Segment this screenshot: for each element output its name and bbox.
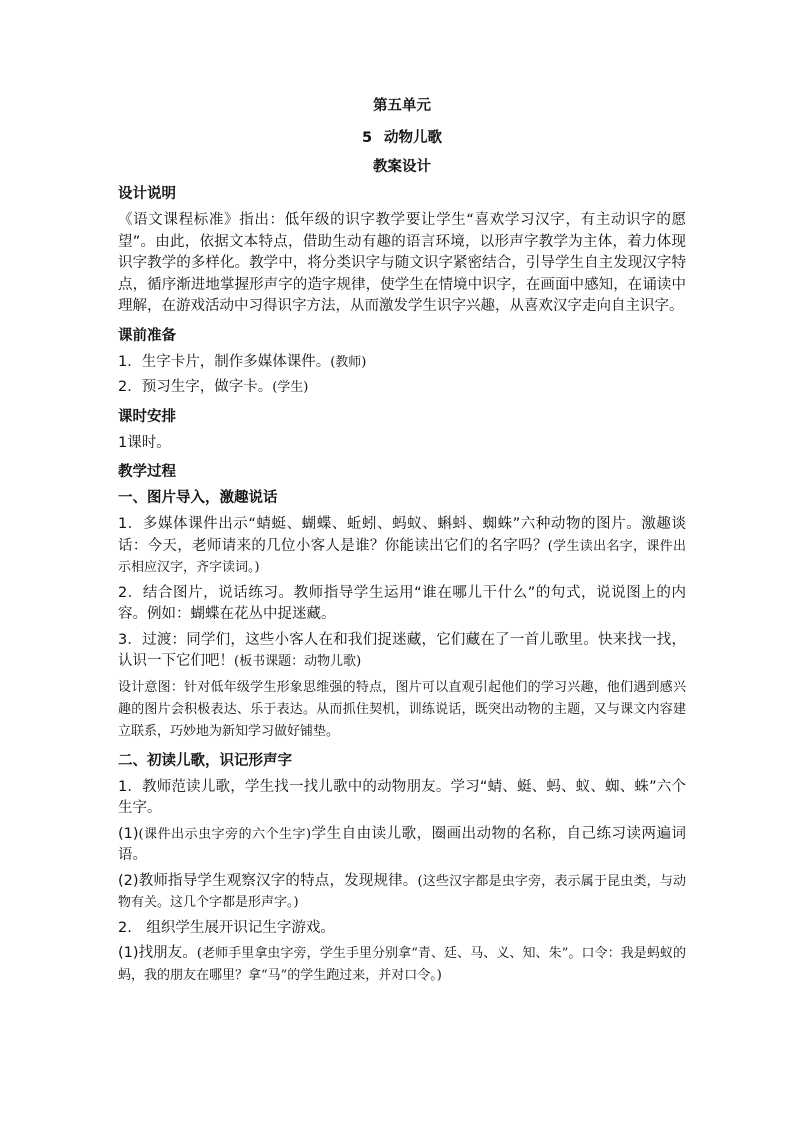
process-heading: 教学过程 [118,464,176,480]
document-page [118,92,686,986]
prep-item-1 [118,352,686,374]
part1-p1-text: 1．多媒体课件出示“蜻蜓、蝴蝶、蚯蚓、蚂蚁、蝌蚪、蜘蛛”六种动物的图片。激趣谈话：今天，老师请来的几位小客人是谁？你能读出它们的名字吗？ [118,516,686,554]
prep-item-2-note: (学生) [272,380,309,395]
part2-p1a-text: 学生自由读儿歌，圈画出动物的名称，自己练习读两遍词语。 [118,825,686,863]
lesson-title [118,126,686,150]
part1-p3-text: 3．过渡：同学们，这些小客人在和我们捉迷藏，它们藏在了一首儿歌里。快来找一找，认识一下它们吧！ [118,631,686,669]
part2-p1b-note: (这些汉字都是虫字旁，表示属于昆虫类，与动物有关。这几个字都是形声字。) [118,873,686,910]
part1-paragraph-1 [118,514,686,579]
lesson-number: 5 [361,130,373,146]
part2-paragraph-1a [118,824,686,867]
part2-paragraph-1b [118,871,686,914]
time-heading: 课时安排 [118,408,176,425]
time-text: 1课时。 [118,434,171,451]
lesson-name: 动物儿歌 [384,130,443,146]
part2-p1a-prefix: (1) [118,825,139,842]
part2-heading: 二、初读儿歌，识记形声字 [118,752,292,769]
prep-item-1-note: (教师) [330,354,367,370]
prep-item-2 [118,377,686,399]
design-note-text: 《语文课程标准》指出：低年级的识字教学要让学生“喜欢学习汉字，有主动识字的愿望”。由此，依据文本特点，借助生动有趣的语言环境，以形声字教学为主体，着力体现识字教学的多样化。教学中，将分类识字与随文识字紧密结合，引导学生自主发现汉字特点，循序渐进地掌握形声字的造字规律，使学生在情境中识字，在画面中感知，在诵读中理解，在游戏活动中习得识字方法，从而激发学生识字兴趣，从喜欢汉字走向自主识字。 [118,212,686,314]
part2-p2a-note: (老师手里拿虫字旁，学生手里分别拿“青、廷、马、义、知、朱”。口令：我是蚂蚁的蚂，我的朋友在哪里？拿“马”的学生跑过来，并对口令。) [118,946,686,983]
part1-paragraph-2: 2．结合图片，说话练习。教师指导学生运用“谁在哪儿干什么”的句式，说说图上的内容。例如：蝴蝶在花丛中捉迷藏。 [118,584,686,622]
part1-paragraph-3 [118,630,686,673]
part1-heading: 一、图片导入，激趣说话 [118,490,278,506]
design-note-heading: 设计说明 [118,186,176,202]
prep-item-1-text: 1．生字卡片，制作多媒体课件。 [118,353,331,370]
prep-item-2-text: 2．预习生字，做字卡。 [118,379,273,395]
unit-title: 第五单元 [373,98,431,114]
part2-p1b-text: (2)教师指导学生观察汉字的特点，发现规律。 [118,872,418,889]
prep-heading: 课前准备 [118,327,176,344]
part1-p3-note: (板书课题：动物儿歌) [234,654,362,669]
part2-p1a-note: (课件出示虫字旁的六个生字) [138,826,312,842]
part1-design-intent: 设计意图：针对低年级学生形象思维强的特点，图片可以直观引起他们的学习兴趣，他们遇到感兴趣的图片会积极表达、乐于表达。从而抓住契机，训练说话，既突出动物的主题，又与课文内容建立联系，巧妙地为新知学习做好铺垫。 [118,679,686,739]
part1-p1-note: (学生读出名字，课件出示相应汉字，齐字读词。) [118,538,686,575]
design-title: 教案设计 [373,159,431,175]
part2-paragraph-1: 1．教师范读儿歌，学生找一找儿歌中的动物朋友。学习“蜻、蜓、蚂、蚁、蜘、蛛”六个生字。 [118,778,686,816]
part2-paragraph-2: 2. 组织学生展开识记生字游戏。 [118,919,335,936]
part2-paragraph-2a [118,943,686,986]
part2-p2a-text: (1)找朋友。 [118,945,197,961]
